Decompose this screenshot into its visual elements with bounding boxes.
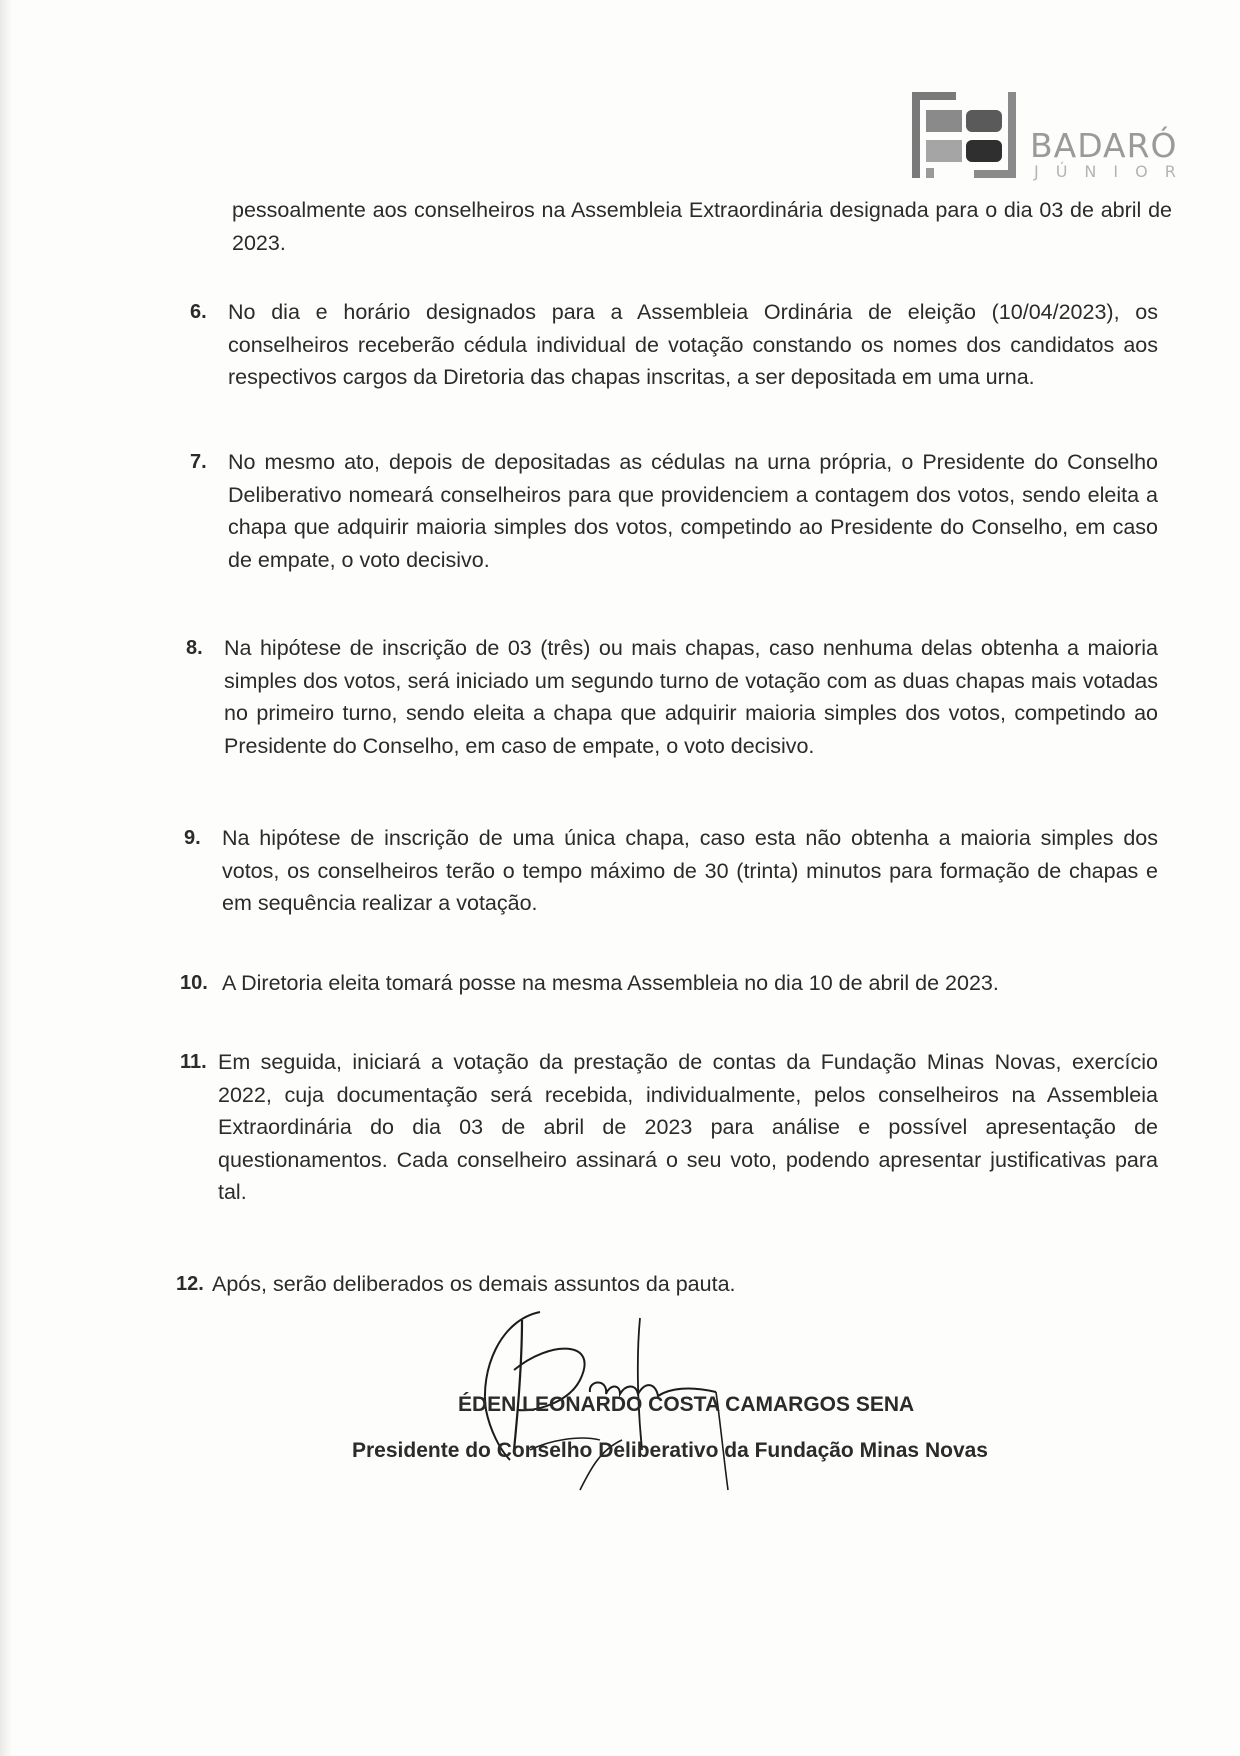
item-number: 9. [184,827,201,849]
badaro-junior-logo [912,88,1193,184]
item-text: No dia e horário designados para a Assembleia Ordinária de eleição (10/04/2023), os conselheiros receberão cédula individual de votação constando os nomes dos candidatos aos respectivos cargos da Diretoria das chapas inscritas, a ser depositada em uma urna. [228,300,1158,389]
item-number: 7. [190,451,207,473]
item-text: A Diretoria eleita tomará posse na mesma Assembleia no dia 10 de abril de 2023. [222,971,999,995]
signatory-role: Presidente do Conselho Deliberativo da Fundação Minas Novas [352,1439,988,1462]
logo-name: BADARÓ [1030,126,1178,165]
item-number: 10. [180,972,208,994]
item-text: Em seguida, iniciará a votação da prestação de contas da Fundação Minas Novas, exercício 2022, cuja documentação será recebida, individualmente, pelos conselheiros na Assembleia Extraordinária do dia 03 de abril de 2023 para análise e possível apresentação de questionamentos. Cada conselheiro assinará o seu voto, podendo apresentar justificativas para tal. [218,1050,1158,1204]
item-text: Após, serão deliberados os demais assuntos da pauta. [212,1272,736,1296]
logo-subtitle: JÚNIOR [1034,162,1193,181]
item-text: No mesmo ato, depois de depositadas as cédulas na urna própria, o Presidente do Conselho Deliberativo nomeará conselheiros para que providenciem a contagem dos votos, sendo eleita a chapa que adquirir maioria simples dos votos, competindo ao Presidente do Conselho, em caso de empate, o voto decisivo. [228,450,1158,572]
signatory-name: ÉDEN LEONARDO COSTA CAMARGOS SENA [458,1393,915,1416]
item-number: 12. [176,1273,204,1295]
item-number: 8. [186,637,203,659]
item-number: 11. [180,1051,207,1073]
item-text: Na hipótese de inscrição de uma única chapa, caso esta não obtenha a maioria simples dos votos, os conselheiros terão o tempo máximo de 30 (trinta) minutos para formação de chapas e em sequência realizar a votação. [222,826,1158,915]
scan-edge-shadow [0,0,12,1756]
item-text: Na hipótese de inscrição de 03 (três) ou mais chapas, caso nenhuma delas obtenha a maioria simples dos votos, será iniciado um segundo turno de votação com as duas chapas mais votadas no primeiro turno, sendo eleita a chapa que adquirir maioria simples dos votos, competindo ao Presidente do Conselho, em caso de empate, o voto decisivo. [224,636,1158,758]
continuation-paragraph: pessoalmente aos conselheiros na Assembleia Extraordinária designada para o dia 03 de abril de 2023. [232,198,1172,255]
logo-mark-icon [912,88,1024,184]
item-number: 6. [190,301,207,323]
